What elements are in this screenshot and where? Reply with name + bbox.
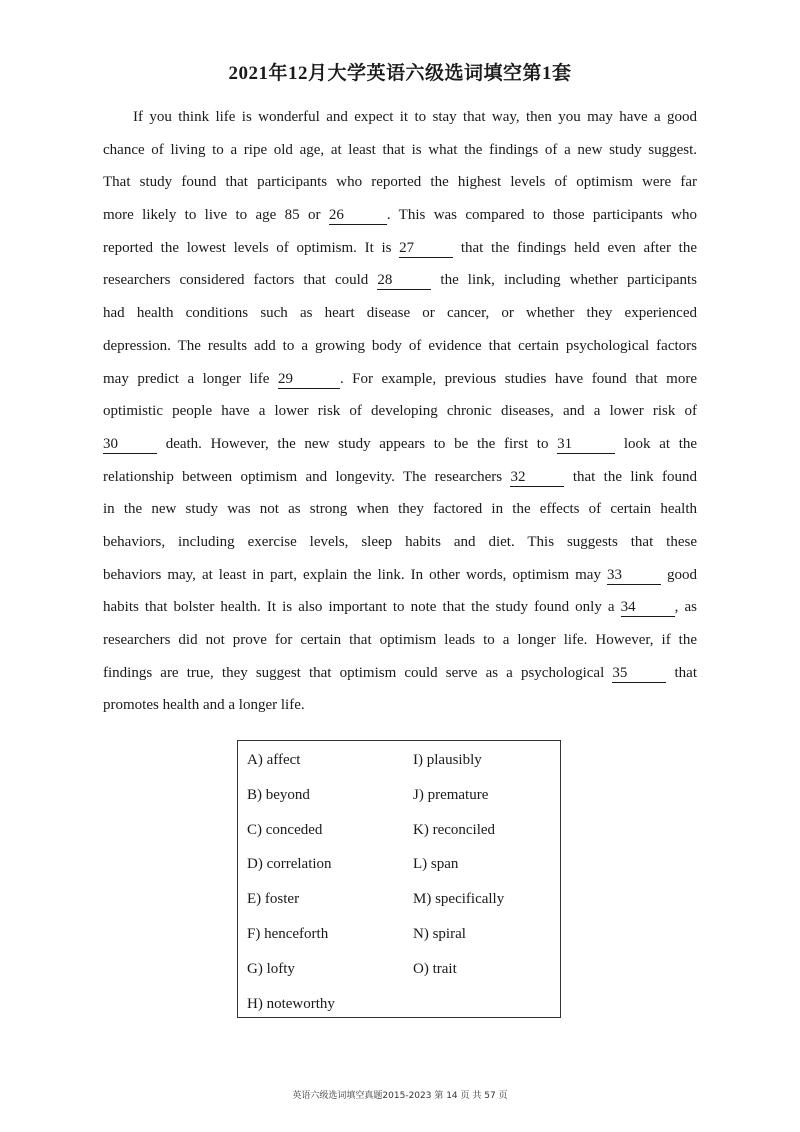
blank-32[interactable]: 32 <box>510 468 564 487</box>
passage-text: death. However, the new study appears to be the first to <box>165 435 549 452</box>
passage-text: findings are true, they suggest that optimism could serve as a psychological <box>103 664 605 681</box>
passage-text: the link, including whether participants <box>440 272 698 289</box>
passage-text: in the new study was not as strong when they factored in the effects of certain health <box>103 501 697 518</box>
option-l[interactable]: L) span <box>413 856 459 873</box>
option-g[interactable]: G) lofty <box>247 960 295 977</box>
passage <box>103 101 697 722</box>
blank-27[interactable]: 27 <box>399 239 453 258</box>
passage-text: . For example, previous studies have found that more <box>339 370 698 387</box>
blank-30[interactable]: 30 <box>103 435 157 454</box>
option-e[interactable]: E) foster <box>247 891 300 908</box>
passage-text: promotes health and a longer life. <box>103 697 305 714</box>
passage-line <box>103 657 697 690</box>
passage-line <box>103 559 697 592</box>
passage-text: , as <box>674 599 697 616</box>
passage-line <box>103 166 697 199</box>
passage-text: that the link found <box>572 468 697 485</box>
page-footer: 英语六级选词填空真题2015-2023 第 14 页 共 57 页 <box>292 1091 508 1101</box>
passage-text: may predict a longer life <box>103 370 270 387</box>
blank-31[interactable]: 31 <box>557 435 615 454</box>
passage-line <box>103 428 697 461</box>
passage-text: more likely to live to age 85 or <box>103 207 321 224</box>
passage-text: relationship between optimism and longevity. The researchers <box>103 468 503 485</box>
passage-line <box>103 461 697 494</box>
option-i[interactable]: I) plausibly <box>413 752 482 768</box>
word-bank <box>237 740 561 1018</box>
option-a[interactable]: A) affect <box>247 752 301 768</box>
passage-line <box>103 624 697 657</box>
passage-text: reported the lowest levels of optimism. It is <box>103 239 392 256</box>
passage-text: look at the <box>623 435 698 452</box>
option-d[interactable]: D) correlation <box>247 856 332 873</box>
passage-text: optimistic people have a lower risk of developing chronic diseases, and a lower risk of <box>103 403 697 420</box>
passage-text: researchers considered factors that could <box>103 272 369 289</box>
passage-text: chance of living to a ripe old age, at least that is what the findings of a new study suggest. <box>103 141 697 158</box>
passage-text: good <box>667 566 697 583</box>
passage-line <box>103 264 697 297</box>
passage-text: If you think life is wonderful and expect it to stay that way, then you may have a good <box>133 109 697 125</box>
passage-text: That study found that participants who reported the highest levels of optimism were far <box>103 174 697 191</box>
passage-line <box>103 526 697 559</box>
passage-line <box>103 591 697 624</box>
passage-text: that <box>674 664 698 681</box>
option-k[interactable]: K) reconciled <box>413 821 496 838</box>
passage-line <box>103 689 697 722</box>
passage-line <box>103 134 697 167</box>
option-b[interactable]: B) beyond <box>247 786 310 803</box>
blank-28[interactable]: 28 <box>377 271 431 290</box>
option-c[interactable]: C) conceded <box>247 821 323 838</box>
passage-line <box>103 493 697 526</box>
passage-line <box>103 297 697 330</box>
page-title: 2021年12月大学英语六级选词填空第1套 <box>228 63 572 84</box>
passage-text: researchers did not prove for certain that optimism leads to a longer life. However, if the <box>103 632 697 648</box>
blank-26[interactable]: 26 <box>329 206 387 225</box>
passage-line <box>103 330 697 363</box>
passage-line <box>103 363 697 396</box>
passage-text: had health conditions such as heart disease or cancer, or whether they experienced <box>103 305 697 322</box>
passage-text: . This was compared to those participants who <box>386 207 697 224</box>
passage-text: that the findings held even after the <box>460 239 697 256</box>
blank-29[interactable]: 29 <box>278 370 340 389</box>
passage-text: depression. The results add to a growing body of evidence that certain psychological factors <box>103 337 697 354</box>
passage-line <box>103 232 697 265</box>
blank-33[interactable]: 33 <box>607 566 661 585</box>
blank-35[interactable]: 35 <box>612 664 666 683</box>
option-n[interactable]: N) spiral <box>413 926 466 942</box>
option-m[interactable]: M) specifically <box>413 891 505 908</box>
blank-34[interactable]: 34 <box>621 598 675 617</box>
passage-line <box>103 199 697 232</box>
passage-line <box>103 101 697 134</box>
passage-line <box>103 395 697 428</box>
passage-text: behaviors, including exercise levels, sleep habits and diet. This suggests that these <box>103 533 697 550</box>
passage-text: habits that bolster health. It is also important to note that the study found only a <box>103 599 615 616</box>
passage-text: behaviors may, at least in part, explain the link. In other words, optimism may <box>103 566 601 583</box>
option-o[interactable]: O) trait <box>413 960 457 977</box>
option-h[interactable]: H) noteworthy <box>247 995 335 1012</box>
option-j[interactable]: J) premature <box>413 786 489 803</box>
option-f[interactable]: F) henceforth <box>247 926 329 942</box>
